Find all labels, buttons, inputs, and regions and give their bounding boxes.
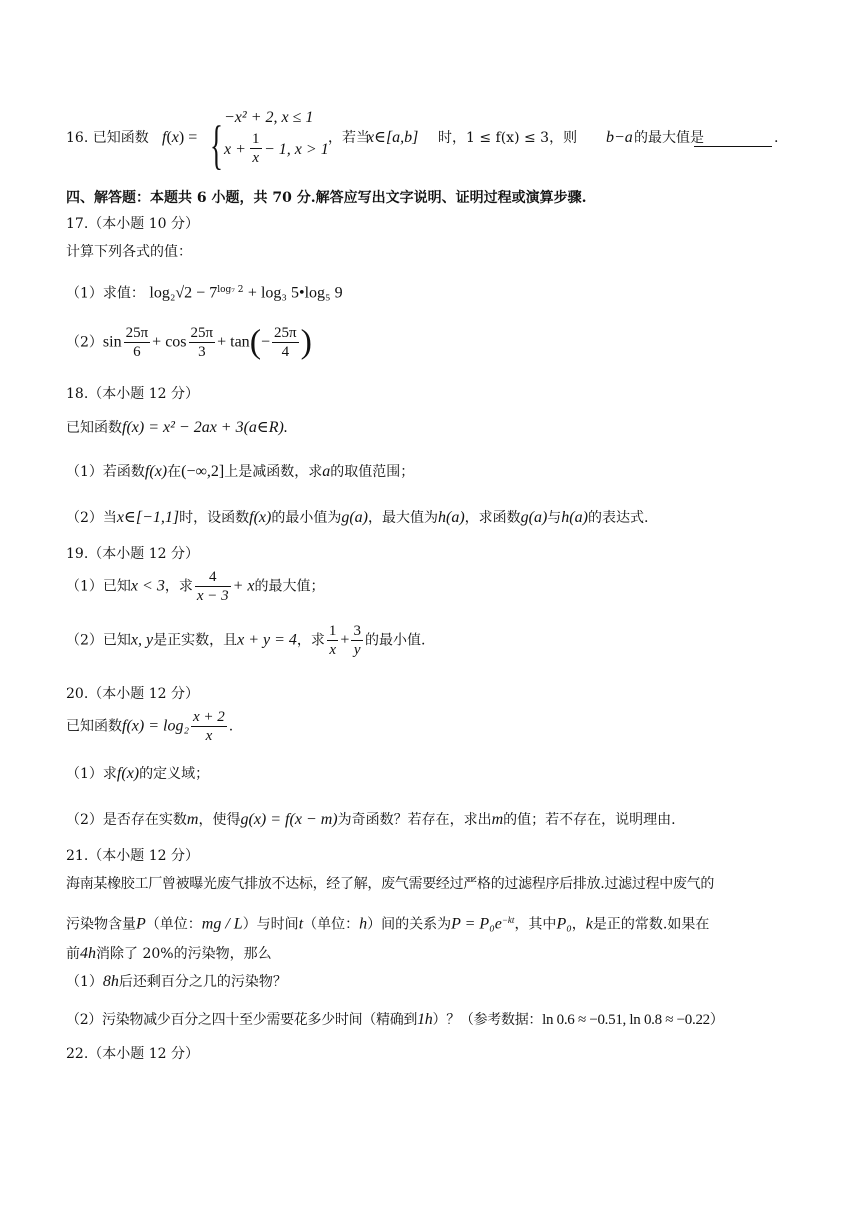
q16-suffix: 的最大值是 [634,130,704,146]
section-heading: 四、解答题：本题共 6 小题，共 70 分.解答应写出文字说明、证明过程或演算步骤. [66,190,587,206]
q21-l2-f: ，其中 [514,916,557,933]
q16-mid: 时，1 ≤ f(x) ≤ 3，则 [438,130,578,146]
q21-l2-d: （单位： [303,916,360,933]
q21-p2-ref: ln 0.6 ≈ −0.51, ln 0.8 ≈ −0.22 [542,1012,710,1028]
q21-l2-P: P [136,915,146,933]
q19-p2-frac1: $\frac{1}{x}$ [328,623,337,658]
q17-p2-rparen: ) [300,323,312,361]
q21-l2-unit: mg / L [201,915,243,933]
q21-part2 [66,1010,724,1030]
q16-case2-frac: $\frac{1}{x}$ [252,131,260,166]
q19-p2-b: 是正实数，且 [153,632,238,649]
q18-p2-int: x∈[−1,1] [116,509,180,526]
q16-target: b−a [606,129,633,146]
q20-p2-c: 为奇函数？若存在，求出 [337,812,492,828]
q16-case2: x + [224,141,246,158]
q18-p1-int: (−∞,2] [181,463,225,480]
q21-l3-4h: 4h [80,945,96,962]
q21-p2-1h: 1h [417,1011,433,1028]
q19-p2-d: 的最小值. [364,632,426,649]
q18-p2-b: 时，设函数 [179,510,250,526]
q17-part2 [66,324,312,368]
q21-l2-hh: 是正的常数.如果在 [592,916,710,933]
q17-p2-minus: − [261,333,271,351]
q19-p1-frac: $\frac{4}{x - 3}$ [196,569,229,604]
q18-p2-h: h(a) [437,509,465,526]
q20-intro-end: . [228,718,234,735]
q21-l2-h: h [359,915,368,933]
q16-brace: { [210,115,223,175]
q18-p2-g3: 的表达式. [587,510,649,526]
q19-p1-a: （1）已知 [66,578,131,595]
q17-intro: 计算下列各式的值： [66,244,192,260]
q17-p2-lparen: ( [249,323,262,361]
q21-l2-a: 污染物含量 [66,916,136,933]
q21-l2-formula: P = P₀e [451,915,502,933]
q21-p1-8h: 8h [102,973,119,990]
q20-part2 [66,810,676,830]
q18-p2-h2: h(a) [561,509,588,526]
q20-p1-b: 的定义域； [139,766,210,782]
q16-prefix: 16. 已知函数 [66,130,149,146]
q18-p2-d: ，最大值为 [367,510,438,526]
q20-intro-text: 已知函数 [66,718,122,735]
q19-p2-vars: x, y [130,631,154,649]
q20-p2-m2: m [491,811,504,828]
q16-case1: −x² + 2, x ≤ 1 [224,109,314,126]
q20-p2-expr: g(x) = f(x − m) [240,811,338,828]
q19-p2-a: （2）已知 [66,632,131,649]
q19-p1-tail: + x [232,577,255,595]
q18-p2-g: g(a) [341,509,368,526]
q16-interval: x∈[a,b] [367,129,419,146]
q19-p2-c: ，求 [296,632,325,649]
q20-intro [66,708,233,752]
q18-p2-c: 的最小值为 [271,510,342,526]
q21-l2-e: ）间的关系为 [367,916,452,933]
q21-l2-P0: P₀ [556,915,572,933]
q20-p1-f: f(x) [116,765,140,782]
q16-answer-blank[interactable] [694,132,772,147]
q21-l2-k: k [585,915,593,933]
q16-case2-tail: − 1, x > 1 [264,141,329,158]
q20-intro-frac: $\frac{x + 2}{x}$ [193,709,225,744]
q19-p1-b: ，求 [164,578,193,595]
q16-fx: f(x) = [162,129,198,146]
q18-p1-d: 的取值范围； [330,464,415,480]
q18-p1-var: a [322,463,331,480]
q21-l2-c: ）与时间 [242,916,299,933]
q18-p1-c: 上是减函数，求 [224,464,323,480]
q17-number: 17.（本小题 10 分） [66,216,199,232]
q16-end: . [774,130,779,146]
q18-p2-e: ，求函数 [464,510,521,526]
q18-p2-f2: 与 [547,510,562,526]
q18-intro-expr: f(x) = x² − 2ax + 3(a∈R). [122,419,288,436]
q17-p1-label: （1）求值： [66,285,145,302]
q17-part1 [66,280,343,304]
q17-p1-tail: + log₃ 5•log₅ 9 [247,284,343,302]
q17-p2-frac-c: $\frac{25\pi}{4}$ [274,325,297,360]
q17-p2-frac-b: $\frac{25\pi}{3}$ [190,325,214,360]
q20-p2-a: （2）是否存在实数 [66,812,187,828]
q20-p2-m: m [186,811,199,828]
q21-p1-b: 后还剩百分之几的污染物？ [118,974,287,990]
q21-p2-a: （2）污染物减少百分之四十至少需要花多少时间（精确到 [66,1012,418,1028]
q20-p2-d: 的值；若不存在，说明理由. [503,812,676,828]
q17-p2-frac-a: $\frac{25\pi}{6}$ [125,325,149,360]
q16-condition: ，若当 [328,130,370,146]
q20-p1-a: （1）求 [66,766,117,782]
q17-p2-cos: + cos [152,333,187,351]
q21-number: 21.（本小题 12 分） [66,848,199,864]
q18-p1-f: f(x) [144,463,168,480]
q17-p1-expr: log₂√2 − 7 [149,284,218,302]
q17-p2-sin: sin [102,333,122,351]
q19-number: 19.（本小题 12 分） [66,546,199,562]
q21-line1: 海南某橡胶工厂曾被曝光废气排放不达标，经了解，废气需要经过严格的过滤程序后排放.过滤过程中废气的 [66,876,715,892]
q17-p2-tan: + tan [217,333,250,351]
q19-p1-cond: x < 3 [130,577,165,595]
q21-l3-b: 消除了 20%的污染物，那么 [96,946,272,962]
q21-l2-b: （单位： [145,916,202,933]
q18-part1 [66,462,414,482]
q17-p1-sup: log₇ 2 [217,285,244,295]
q17-p2-label: （2） [66,334,103,351]
q21-line2 [66,910,709,935]
q21-l2-t: t [298,915,304,933]
q19-p2-plus: + [340,631,350,649]
q21-l2-g: ， [571,916,586,933]
q20-intro-f: f(x) = log₂ [122,717,190,735]
q18-number: 18.（本小题 12 分） [66,386,199,402]
q18-intro-text: 已知函数 [66,420,122,436]
q21-part1 [66,972,287,992]
q21-p1-a: （1） [66,974,103,990]
q21-p2-b: ）？（参考数据： [432,1012,543,1028]
q22-number: 22.（本小题 12 分） [66,1046,199,1062]
q19-p2-eq: x + y = 4 [237,631,297,649]
q19-part2 [66,622,425,666]
q18-intro [66,418,288,438]
q18-p2-a: （2）当 [66,510,117,526]
q19-p1-c: 的最大值； [254,578,325,595]
q19-part1 [66,568,325,612]
q21-l3-a: 前 [66,946,80,962]
q21-line3 [66,944,272,964]
q19-p2-frac2: $\frac{3}{y}$ [353,623,361,658]
q21-l2-exp: −kt [501,915,515,925]
q18-p1-a: （1）若函数 [66,464,145,480]
q18-p2-f: f(x) [249,509,272,526]
q21-p2-c: ） [709,1012,724,1028]
q18-p2-g2: g(a) [520,509,548,526]
q18-part2 [66,508,648,528]
q20-part1 [66,764,209,784]
q20-number: 20.（本小题 12 分） [66,686,199,702]
q18-p1-b: 在 [167,464,182,480]
q20-p2-b: ，使得 [198,812,241,828]
